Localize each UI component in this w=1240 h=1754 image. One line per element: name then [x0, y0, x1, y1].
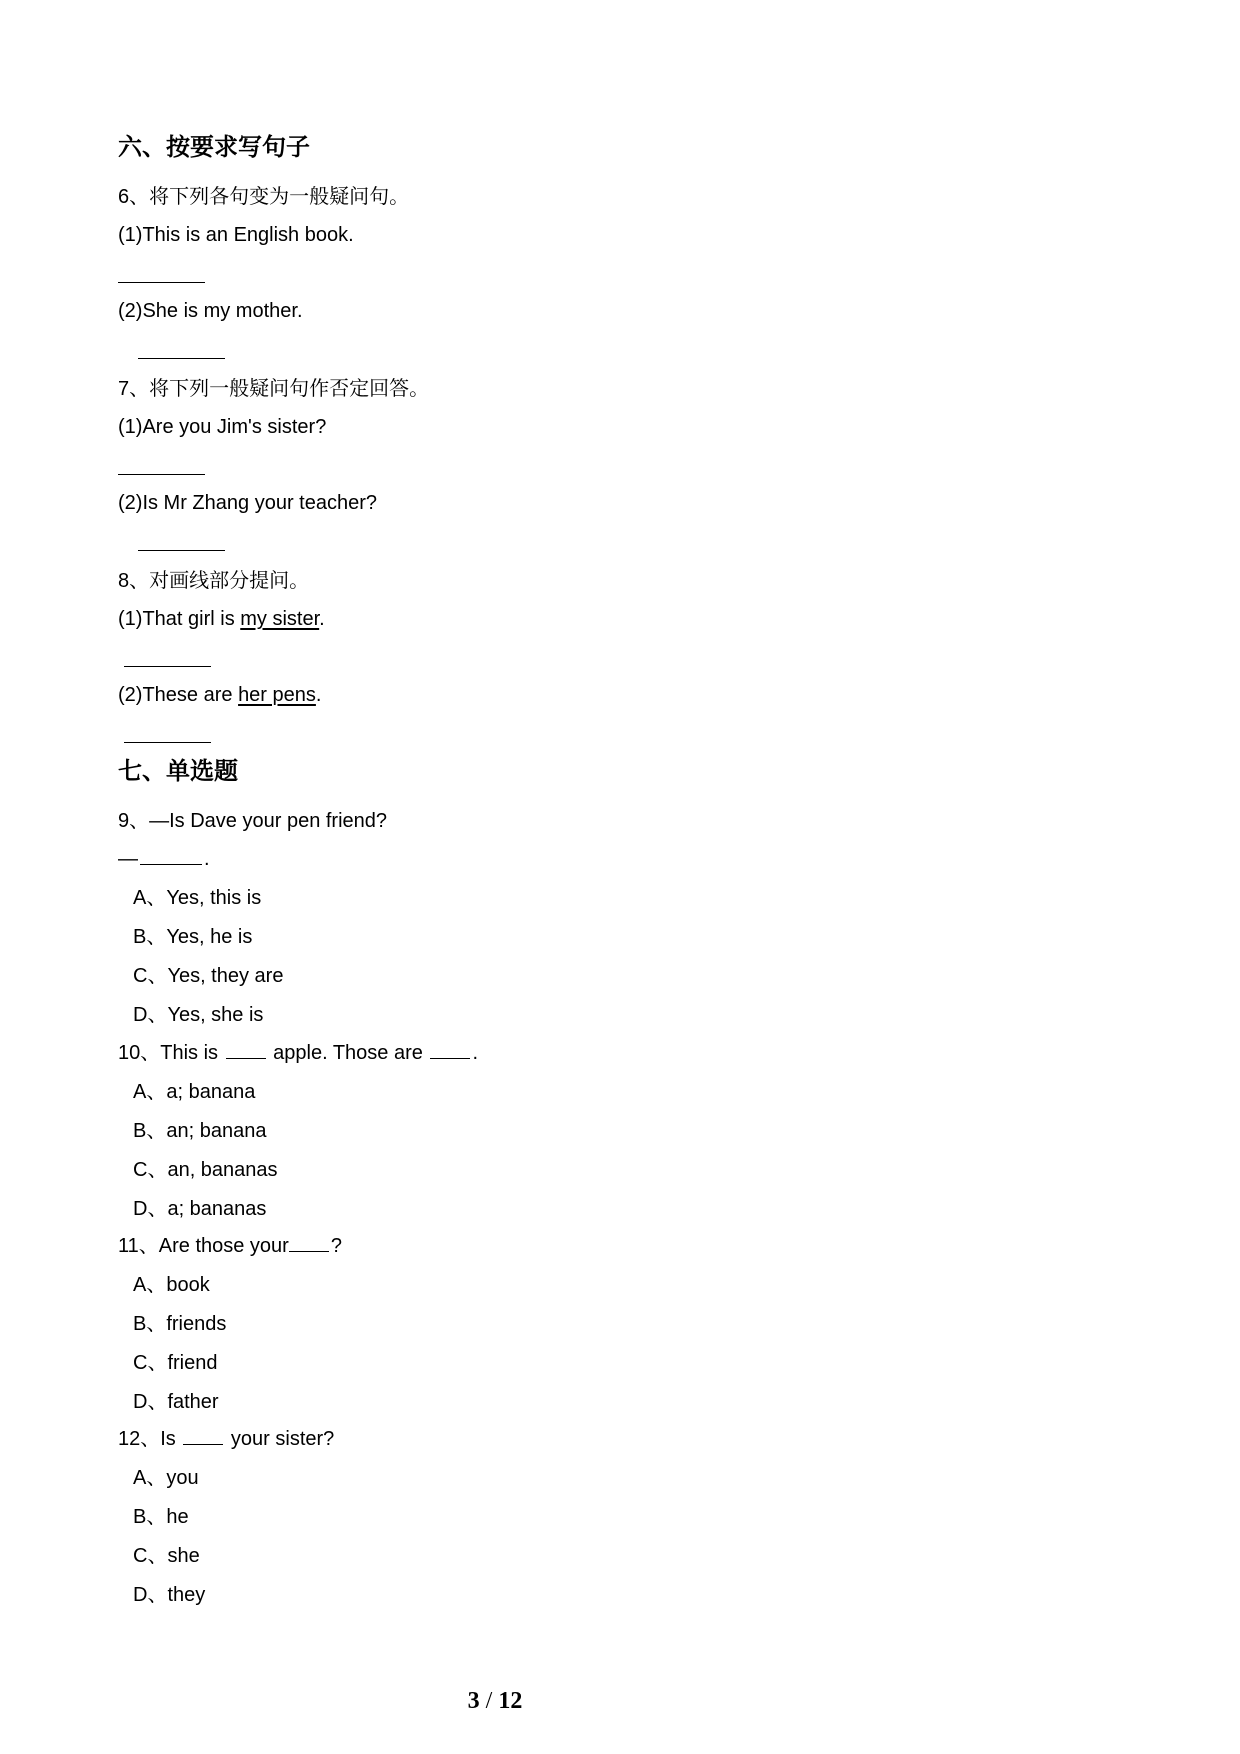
question-11-option-c: C、friend: [133, 1352, 218, 1374]
sentence-end: .: [315, 684, 322, 706]
question-11-stem: [118, 1233, 342, 1259]
question-8-stem: 8、对画线部分提问。: [118, 570, 310, 592]
question-11-option-b: B、friends: [133, 1313, 227, 1335]
sentence-text: (2)These are: [118, 684, 239, 706]
question-11-option-a: A、book: [133, 1274, 210, 1296]
question-6-sentence-2: (2)She is my mother.: [118, 300, 303, 322]
answer-blank: [430, 1040, 470, 1059]
page-separator: /: [479, 1688, 499, 1714]
answer-blank-8-1: [124, 666, 211, 667]
question-9-stem: 9、—Is Dave your pen friend?: [118, 810, 388, 832]
answer-blank: [289, 1233, 329, 1252]
question-8-sentence-1: [118, 606, 325, 632]
dash: —: [118, 848, 138, 870]
answer-blank-7-2: [138, 550, 225, 551]
question-7-sentence-1: (1)Are you Jim's sister?: [118, 416, 327, 438]
answer-blank-7-1: [118, 474, 205, 475]
answer-blank: [226, 1040, 266, 1059]
stem-text: .: [472, 1042, 479, 1064]
question-10-option-c: C、an, bananas: [133, 1159, 278, 1181]
page-current: 3: [467, 1688, 480, 1714]
question-10-stem: [118, 1040, 478, 1066]
stem-text: 11、Are those your: [118, 1235, 289, 1257]
question-9-answer-line: [118, 846, 210, 872]
question-12-stem: [118, 1426, 334, 1452]
sentence-text: (1)That girl is: [118, 608, 241, 630]
question-7-sentence-2: (2)Is Mr Zhang your teacher?: [118, 492, 377, 514]
page-number: [0, 1686, 990, 1716]
stem-text: 12、Is: [118, 1428, 182, 1450]
answer-blank: [140, 846, 202, 865]
question-12-option-b: B、he: [133, 1506, 189, 1528]
page-total: 12: [498, 1688, 523, 1714]
question-10-option-d: D、a; bananas: [133, 1198, 267, 1220]
stem-text: ?: [330, 1235, 342, 1257]
question-12-option-d: D、they: [133, 1584, 206, 1606]
period: .: [204, 848, 210, 870]
stem-text: apple. Those are: [267, 1042, 429, 1064]
section-heading-6: 六、按要求写句子: [118, 133, 310, 161]
stem-text: 10、This is: [118, 1042, 224, 1064]
question-9-option-a: A、Yes, this is: [133, 887, 262, 909]
answer-blank-6-1: [118, 282, 205, 283]
sentence-end: .: [319, 608, 325, 630]
question-9-option-d: D、Yes, she is: [133, 1004, 264, 1026]
question-9-option-b: B、Yes, he is: [133, 926, 253, 948]
question-10-option-a: A、a; banana: [133, 1081, 256, 1103]
answer-blank: [183, 1426, 223, 1445]
stem-text: your sister?: [225, 1428, 335, 1450]
answer-blank-6-2: [138, 358, 225, 359]
underlined-phrase: my sister: [240, 608, 320, 630]
question-12-option-a: A、you: [133, 1467, 199, 1489]
underlined-phrase: her pens: [238, 684, 316, 706]
question-12-option-c: C、she: [133, 1545, 200, 1567]
question-7-stem: 7、将下列一般疑问句作否定回答。: [118, 378, 430, 400]
question-8-sentence-2: [118, 682, 321, 708]
section-heading-7: 七、单选题: [118, 757, 238, 785]
question-10-option-b: B、an; banana: [133, 1120, 267, 1142]
answer-blank-8-2: [124, 742, 211, 743]
question-6-stem: 6、将下列各句变为一般疑问句。: [118, 186, 410, 208]
question-11-option-d: D、father: [133, 1391, 219, 1413]
question-9-option-c: C、Yes, they are: [133, 965, 284, 987]
question-6-sentence-1: (1)This is an English book.: [118, 224, 354, 246]
